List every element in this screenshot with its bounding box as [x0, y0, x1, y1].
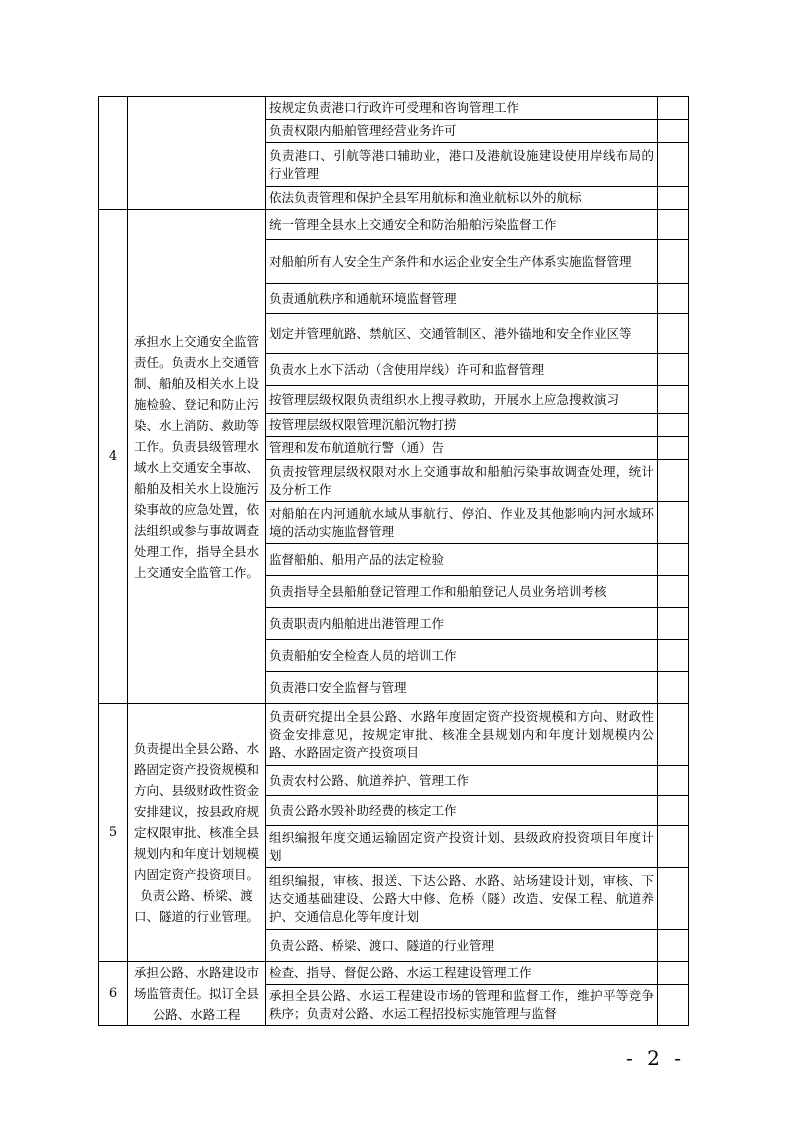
sub-item-cell: 负责船舶安全检查人员的培训工作: [266, 640, 658, 672]
blank-cell: [658, 187, 689, 210]
sub-item-cell: 依法负责管理和保护全县军用航标和渔业航标以外的航标: [266, 187, 658, 210]
blank-cell: [658, 354, 689, 386]
sub-item-cell: 负责权限内船舶管理经营业务许可: [266, 120, 658, 143]
blank-cell: [658, 608, 689, 640]
blank-cell: [658, 437, 689, 460]
blank-cell: [658, 240, 689, 284]
sub-item-cell: 检查、指导、督促公路、水运工程建设管理工作: [266, 962, 658, 985]
blank-cell: [658, 796, 689, 826]
blank-cell: [658, 143, 689, 187]
duty-cell: 负责提出全县公路、水路固定资产投资规模和方向、县级财政性资金安排建议，按县政府规定权限审批、核准全县规划内和年度计划规模内固定资产投资项目。负责公路、桥梁、渡口、隧道的行业管理。: [128, 704, 266, 962]
blank-cell: [658, 962, 689, 985]
sub-item-cell: 组织编报，审核、报送、下达公路、水路、站场建设计划，审核、下达交通基础建设、公路大中修、危桥（隧）改造、安保工程、航道养护、交通信息化等年度计划: [266, 868, 658, 930]
blank-cell: [658, 640, 689, 672]
page-number: - 2 -: [626, 1046, 685, 1070]
sub-item-cell: 负责水上水下活动（含使用岸线）许可和监督管理: [266, 354, 658, 386]
blank-cell: [658, 985, 689, 1026]
blank-cell: [658, 766, 689, 796]
sub-item-cell: 对船舶所有人安全生产条件和水运企业安全生产体系实施监督管理: [266, 240, 658, 284]
blank-cell: [658, 97, 689, 120]
sub-item-cell: 按管理层级权限负责组织水上搜寻救助，开展水上应急搜救演习: [266, 386, 658, 414]
row-number-cell: [99, 97, 128, 210]
blank-cell: [658, 386, 689, 414]
blank-cell: [658, 576, 689, 608]
sub-item-cell: 按管理层级权限管理沉船沉物打捞: [266, 414, 658, 437]
sub-item-cell: 监督船舶、船用产品的法定检验: [266, 544, 658, 576]
sub-item-cell: 管理和发布航道航行警（通）告: [266, 437, 658, 460]
sub-item-cell: 负责职责内船舶进出港管理工作: [266, 608, 658, 640]
row-number-cell: 6: [99, 962, 128, 1026]
blank-cell: [658, 704, 689, 766]
blank-cell: [658, 210, 689, 240]
sub-item-cell: 负责研究提出全县公路、水路年度固定资产投资规模和方向、财政性资金安排意见，按规定审批、核准全县规划内和年度计划规模内公路、水路固定资产投资项目: [266, 704, 658, 766]
sub-item-cell: 负责港口安全监督与管理: [266, 672, 658, 704]
blank-cell: [658, 672, 689, 704]
sub-item-cell: 统一管理全县水上交通安全和防治船舶污染监督工作: [266, 210, 658, 240]
blank-cell: [658, 502, 689, 544]
sub-item-cell: 负责农村公路、航道养护、管理工作: [266, 766, 658, 796]
row-number-cell: 5: [99, 704, 128, 962]
sub-item-cell: 负责港口、引航等港口辅助业，港口及港航设施建设使用岸线布局的行业管理: [266, 143, 658, 187]
blank-cell: [658, 120, 689, 143]
duty-cell: 承担公路、水路建设市场监管责任。拟订全县公路、水路工程: [128, 962, 266, 1026]
sub-item-cell: 负责公路水毁补助经费的核定工作: [266, 796, 658, 826]
duty-cell: [128, 97, 266, 210]
blank-cell: [658, 868, 689, 930]
row-number-cell: 4: [99, 210, 128, 704]
duty-cell: 承担水上交通安全监管责任。负责水上交通管制、船舶及相关水上设施检验、登记和防止污染、水上消防、救助等工作。负责县级管理水域水上交通安全事故、船舶及相关水上设施污染事故的应急处置，依法组织或参与事故调查处理工作，指导全县水上交通安全监管工作。: [128, 210, 266, 704]
sub-item-cell: 划定并管理航路、禁航区、交通管制区、港外锚地和安全作业区等: [266, 314, 658, 354]
blank-cell: [658, 414, 689, 437]
blank-cell: [658, 284, 689, 314]
blank-cell: [658, 544, 689, 576]
blank-cell: [658, 826, 689, 868]
sub-item-cell: 组织编报年度交通运输固定资产投资计划、县级政府投资项目年度计划: [266, 826, 658, 868]
blank-cell: [658, 314, 689, 354]
sub-item-cell: 承担全县公路、水运工程建设市场的管理和监督工作，维护平等竞争秩序；负责对公路、水运工程招投标实施管理与监督: [266, 985, 658, 1026]
duties-table: [98, 96, 689, 1026]
sub-item-cell: 负责指导全县船舶登记管理工作和船舶登记人员业务培训考核: [266, 576, 658, 608]
sub-item-cell: 负责按管理层级权限对水上交通事故和船舶污染事故调查处理，统计及分析工作: [266, 460, 658, 502]
sub-item-cell: 负责通航秩序和通航环境监督管理: [266, 284, 658, 314]
sub-item-cell: 对船舶在内河通航水域从事航行、停泊、作业及其他影响内河水域环境的活动实施监督管理: [266, 502, 658, 544]
blank-cell: [658, 460, 689, 502]
blank-cell: [658, 930, 689, 962]
sub-item-cell: 按规定负责港口行政许可受理和咨询管理工作: [266, 97, 658, 120]
sub-item-cell: 负责公路、桥梁、渡口、隧道的行业管理: [266, 930, 658, 962]
